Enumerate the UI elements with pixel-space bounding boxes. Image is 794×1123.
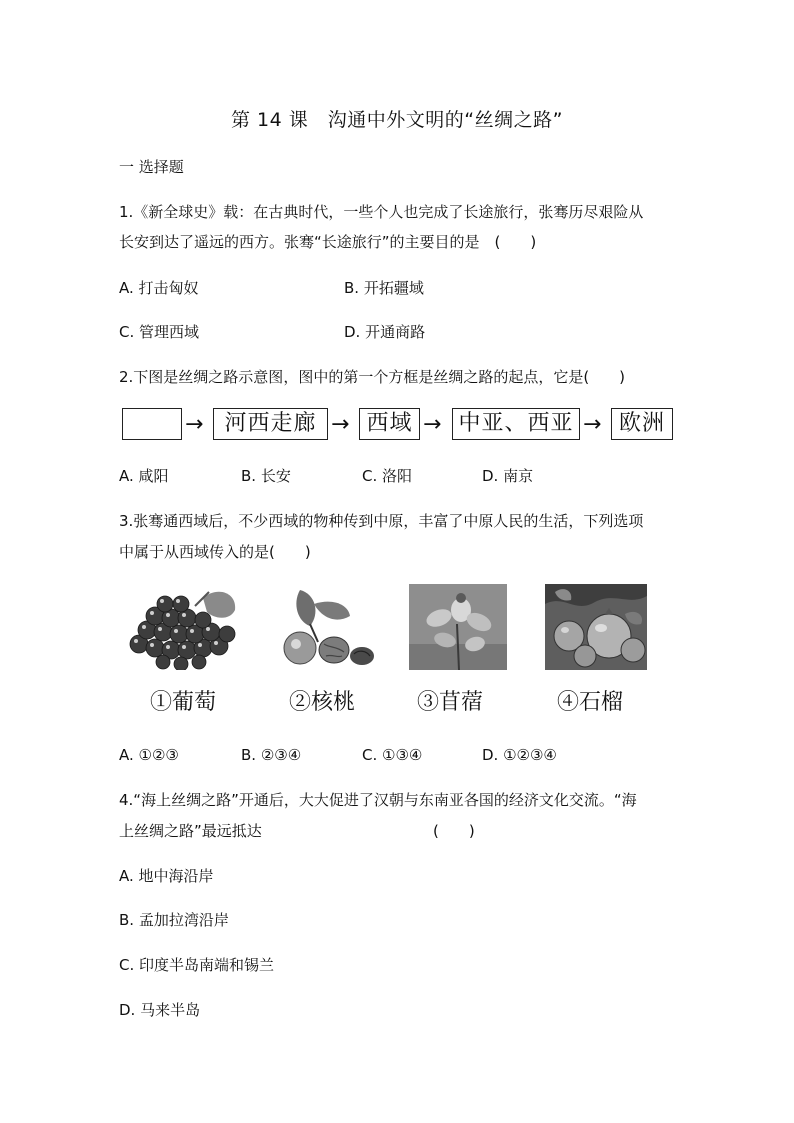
q1-option-c: C. 管理西域 (119, 323, 200, 341)
caption-alfalfa: ③苜蓿 (417, 690, 484, 715)
q4-stem-line2: 上丝绸之路”最远抵达 (119, 822, 262, 840)
diagram-box-europe: 欧洲 (611, 408, 673, 440)
diagram-box-hexi-corridor: 河西走廊 (213, 408, 328, 440)
q1-stem-line1: 1.《新全球史》载：在古典时代，一些个人也完成了长途旅行，张骞历尽艰险从 (119, 203, 644, 221)
q2-stem: 2.下图是丝绸之路示意图，图中的第一个方框是丝绸之路的起点，它是( ) (119, 368, 626, 386)
q2-option-a: A. 咸阳 (119, 467, 169, 485)
q4-stem-line1: 4.“海上丝绸之路”开通后，大大促进了汉朝与东南亚各国的经济文化交流。“海 (119, 791, 637, 809)
pomegranate-image (545, 584, 647, 670)
caption-grapes: ①葡萄 (150, 690, 217, 715)
q4-option-a: A. 地中海沿岸 (119, 867, 214, 885)
q3-stem-line2: 中属于从西域传入的是( ) (119, 543, 311, 561)
q2-option-d: D. 南京 (482, 467, 534, 485)
diagram-box-western-regions: 西域 (359, 408, 420, 440)
q2-option-c: C. 洛阳 (362, 467, 413, 485)
q3-option-a: A. ①②③ (119, 746, 179, 764)
section-heading: 一 选择题 (119, 158, 184, 176)
page-title: 第 14 课 沟通中外文明的“丝绸之路” (231, 109, 563, 131)
diagram-arrow-1: → (185, 412, 204, 437)
q3-stem-line1: 3.张骞通西域后，不少西域的物种传到中原，丰富了中原人民的生活，下列选项 (119, 512, 644, 530)
q1-option-d: D. 开通商路 (344, 323, 426, 341)
q4-option-c: C. 印度半岛南端和锡兰 (119, 956, 275, 974)
diagram-box-start (122, 408, 182, 440)
q1-option-b: B. 开拓疆域 (344, 279, 424, 297)
caption-walnut: ②核桃 (289, 690, 356, 715)
diagram-arrow-4: → (583, 412, 602, 437)
diagram-arrow-2: → (331, 412, 350, 437)
q4-option-d: D. 马来半岛 (119, 1001, 201, 1019)
walnut-image (270, 584, 380, 670)
alfalfa-image (409, 584, 507, 670)
q4-option-b: B. 孟加拉湾沿岸 (119, 911, 229, 929)
q1-option-a: A. 打击匈奴 (119, 279, 199, 297)
q2-option-b: B. 长安 (241, 467, 291, 485)
q3-option-c: C. ①③④ (362, 746, 423, 764)
diagram-arrow-3: → (423, 412, 442, 437)
q1-stem-line2: 长安到达了遥远的西方。张骞“长途旅行”的主要目的是 ( ) (119, 233, 537, 251)
grapes-image (125, 584, 245, 670)
q3-option-d: D. ①②③④ (482, 746, 557, 764)
caption-pomegranate: ④石榴 (557, 690, 624, 715)
q4-answer-paren: ( ) (433, 822, 475, 840)
diagram-box-central-west-asia: 中亚、西亚 (452, 408, 580, 440)
q3-option-b: B. ②③④ (241, 746, 302, 764)
